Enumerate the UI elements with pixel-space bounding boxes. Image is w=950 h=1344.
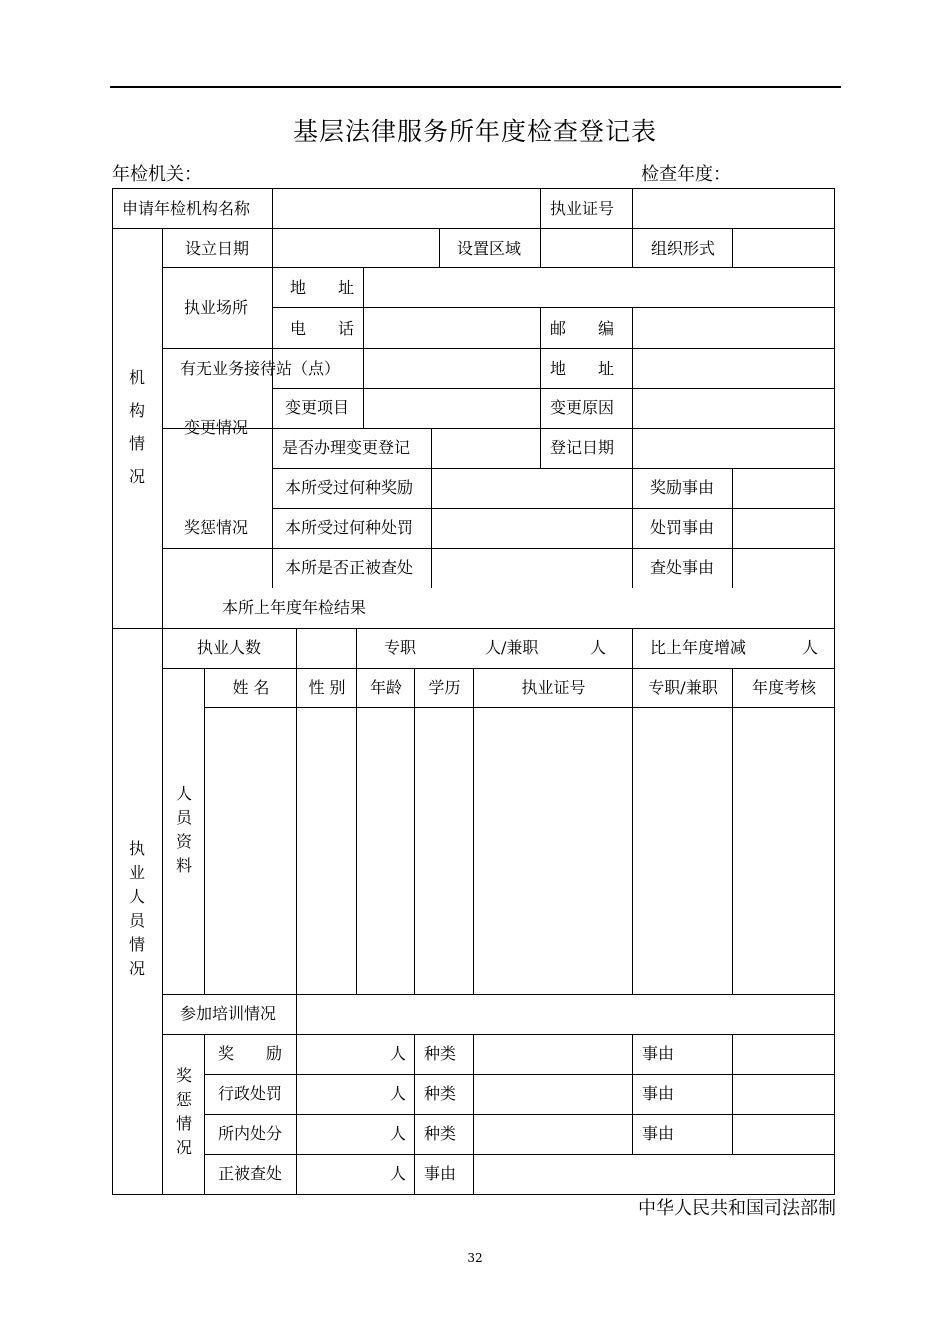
rewards-question: 本所受过何种奖励 xyxy=(285,478,414,497)
change-reason-label: 变更原因 xyxy=(550,398,615,417)
postcode-label: 邮 编 xyxy=(550,319,615,338)
registration-form xyxy=(112,188,835,1195)
change-unit-label: 人 xyxy=(802,638,819,657)
inspecting-agency-label: 年检机关： xyxy=(112,164,202,185)
inspection-year-label: 检查年度： xyxy=(641,164,731,185)
punish-reason-label: 处罚事由 xyxy=(650,518,715,537)
org-form-label: 组织形式 xyxy=(651,239,716,258)
col-gender: 性 别 xyxy=(308,678,346,697)
reward-punish-label: 奖惩情况 xyxy=(184,518,249,537)
col-license-no: 执业证号 xyxy=(521,678,586,697)
staff-admin-penalty-label: 行政处罚 xyxy=(218,1084,283,1103)
staff-rewards-kind: 种类 xyxy=(424,1044,457,1063)
license-no-label: 执业证号 xyxy=(550,199,615,218)
punish-question: 本所受过何种处罚 xyxy=(285,518,414,537)
staff-rewards-unit: 人 xyxy=(390,1044,407,1063)
station-address-label: 地 址 xyxy=(550,359,615,378)
change-registered-label: 是否办理变更登记 xyxy=(282,438,411,457)
staff-reward-punish-label: 奖 惩 情 况 xyxy=(175,1066,192,1157)
established-date-label: 设立日期 xyxy=(185,239,250,258)
address-label: 地 址 xyxy=(290,278,355,297)
staff-admin-penalty-kind: 种类 xyxy=(424,1084,457,1103)
parttime-label: 人/兼职 xyxy=(485,638,539,657)
investigated-reason-label: 查处事由 xyxy=(650,558,715,577)
staff-internal-discipline-label: 所内处分 xyxy=(218,1124,283,1143)
change-vs-last-label: 比上年度增减 xyxy=(650,638,747,657)
staff-internal-discipline-reason: 事由 xyxy=(642,1124,675,1143)
rewards-reason-label: 奖励事由 xyxy=(650,478,715,497)
col-age: 年龄 xyxy=(369,678,402,697)
registration-date-label: 登记日期 xyxy=(550,438,615,457)
staff-section-label: 执 业 人 员 情 况 xyxy=(128,839,145,978)
staff-rewards-reason: 事由 xyxy=(642,1044,675,1063)
col-annual-review: 年度考核 xyxy=(751,678,816,697)
reception-station-label: 有无业务接待站（点） xyxy=(180,359,341,378)
last-year-result-label: 本所上年度年检结果 xyxy=(222,598,367,617)
staff-admin-penalty-unit: 人 xyxy=(390,1084,407,1103)
col-education: 学历 xyxy=(428,678,461,697)
staff-investigated-reason: 事由 xyxy=(424,1164,457,1183)
change-item-label: 变更项目 xyxy=(285,398,350,417)
region-label: 设置区域 xyxy=(457,239,522,258)
investigated-question: 本所是否正被查处 xyxy=(285,558,414,577)
staff-investigated-unit: 人 xyxy=(390,1164,407,1183)
top-rule xyxy=(110,86,841,88)
staff-rewards-label: 奖 励 xyxy=(218,1044,283,1063)
form-title: 基层法律服务所年度检查登记表 xyxy=(292,117,657,146)
issuer-label: 中华人民共和国司法部制 xyxy=(638,1198,836,1219)
staff-investigated-label: 正被查处 xyxy=(218,1164,283,1183)
parttime-unit-label: 人 xyxy=(590,638,607,657)
phone-label: 电 话 xyxy=(290,319,355,338)
page-number: 32 xyxy=(467,1251,483,1265)
change-label: 变更情况 xyxy=(184,418,249,437)
fulltime-label: 专职 xyxy=(384,638,417,657)
personnel-data-label: 人 员 资 料 xyxy=(175,784,192,875)
col-fulltime-parttime: 专职/兼职 xyxy=(648,678,718,697)
applicant-name-label: 申请年检机构名称 xyxy=(122,199,251,218)
institution-section-label: 机 构 情 况 xyxy=(128,368,145,486)
col-name: 姓 名 xyxy=(232,678,270,697)
staff-internal-discipline-unit: 人 xyxy=(390,1124,407,1143)
staff-admin-penalty-reason: 事由 xyxy=(642,1084,675,1103)
staff-count-label: 执业人数 xyxy=(197,638,262,657)
practice-site-label: 执业场所 xyxy=(184,298,249,317)
training-label: 参加培训情况 xyxy=(180,1004,277,1023)
staff-internal-discipline-kind: 种类 xyxy=(424,1124,457,1143)
